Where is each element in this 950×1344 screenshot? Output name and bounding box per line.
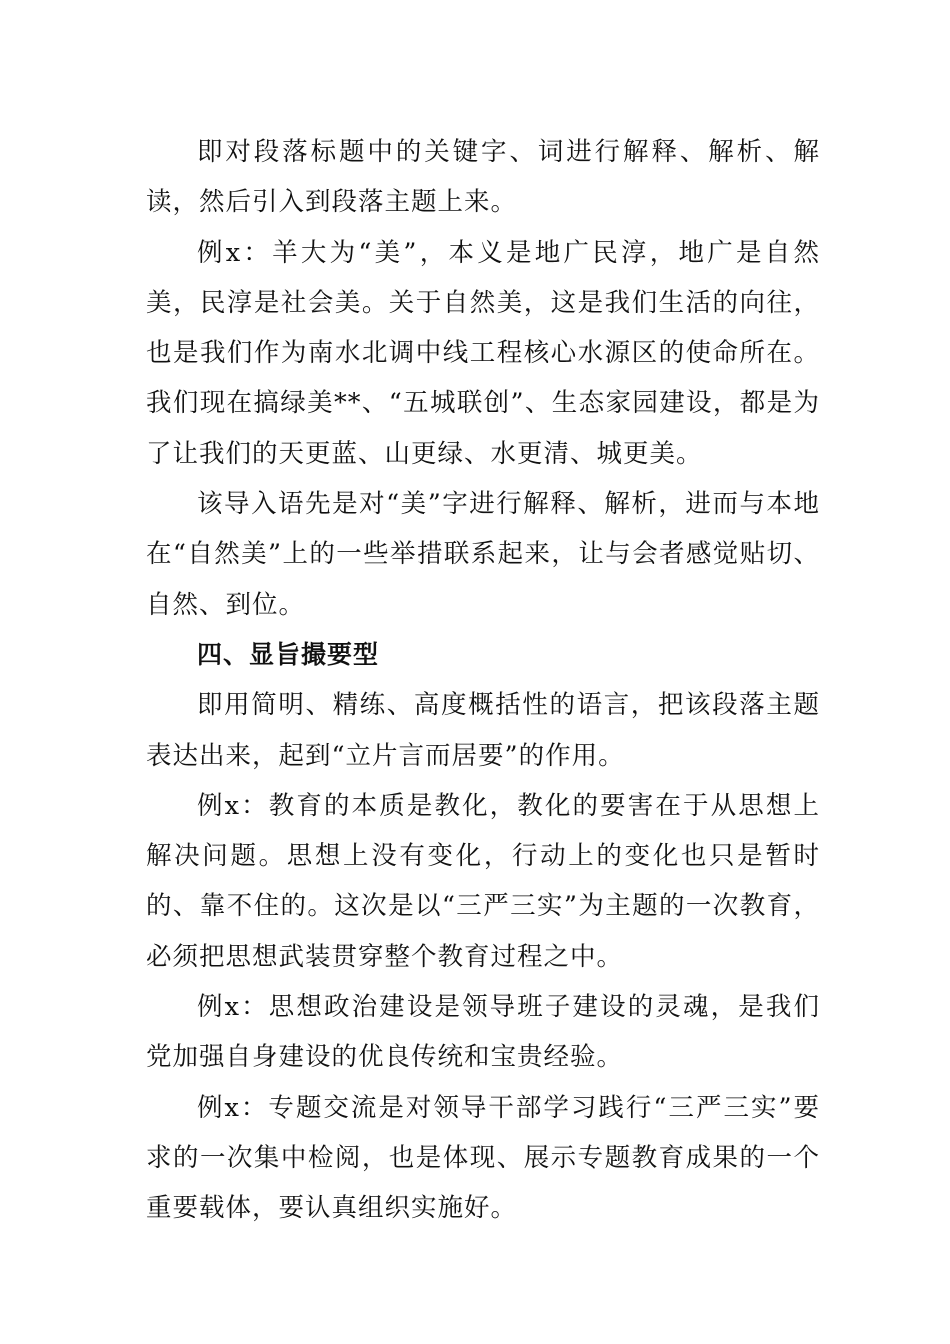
- paragraph-example-education: 例x：教育的本质是教化，教化的要害在于从思想上解决问题。思想上没有变化，行动上的变化也只是暂时的、靠不住的。这次是以“三严三实”为主题的一次教育，必须把思想武装贯穿整个教育过程之中。: [146, 790, 820, 972]
- paragraph-example-exchange: 例x：专题交流是对领导干部学习践行“三严三实”要求的一次集中检阅，也是体现、展示专题教育成果的一个重要载体，要认真组织实施好。: [146, 1092, 820, 1224]
- paragraph-definition-1: 即对段落标题中的关键字、词进行解释、解析、解读，然后引入到段落主题上来。: [146, 137, 820, 218]
- paragraph-analysis: 该导入语先是对“美”字进行解释、解析，进而与本地在“自然美”上的一些举措联系起来，让与会者感觉贴切、自然、到位。: [146, 489, 820, 620]
- paragraph-definition-2: 即用简明、精练、高度概括性的语言，把该段落主题表达出来，起到“立片言而居要”的作用。: [146, 690, 820, 771]
- section-heading: 四、显旨撮要型: [197, 639, 380, 669]
- document-body: [146, 127, 820, 1234]
- paragraph-example-politics: 例x：思想政治建设是领导班子建设的灵魂，是我们党加强自身建设的优良传统和宝贵经验。: [146, 992, 820, 1073]
- paragraph-example-beauty: 例x：羊大为“美”，本义是地广民淳，地广是自然美，民淳是社会美。关于自然美，这是我们生活的向往，也是我们作为南水北调中线工程核心水源区的使命所在。我们现在搞绿美**、“五城联创”、生态家园建设，都是为了让我们的天更蓝、山更绿、水更清、城更美。: [146, 237, 820, 469]
